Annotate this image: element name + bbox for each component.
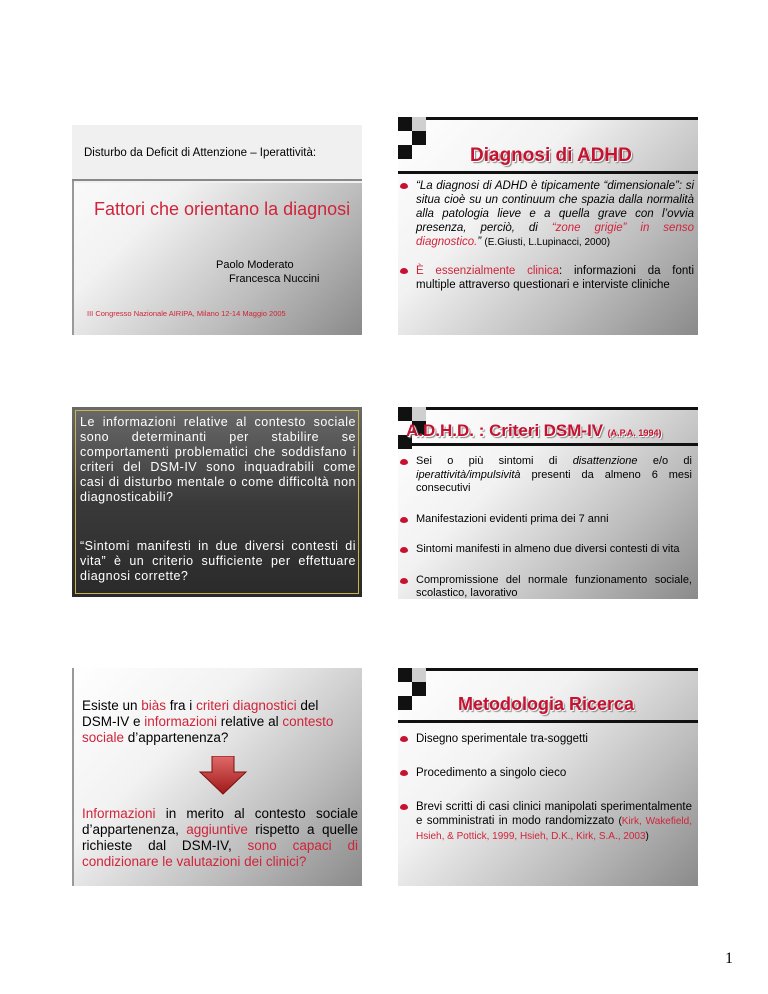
title-dsm: DSM-IV [543, 421, 604, 440]
corner-square [398, 145, 412, 159]
title-rule [398, 171, 698, 174]
bullet-list [400, 179, 694, 292]
red-text: aggiuntive [186, 822, 248, 837]
bullet-text: Manifestazioni evidenti prima dei 7 anni [416, 512, 609, 525]
text: rispetto a quelle richieste dal DSM-IV, [82, 822, 359, 853]
corner-square [398, 117, 412, 131]
slide-title: Diagnosi di ADHD [470, 145, 632, 166]
slide-top-bar [426, 668, 698, 671]
answer-text [82, 806, 358, 870]
author-2: Francesca Nuccini [229, 273, 320, 285]
bullet-text: e/o di [637, 455, 692, 467]
slide-5 [72, 668, 362, 886]
bullet-text: Sei o più sintomi di [416, 455, 573, 467]
red-text: criteri diagnostici [196, 698, 297, 713]
bullet-icon [400, 770, 408, 776]
bullet-item [400, 455, 692, 496]
red-text: contesto sociale [82, 714, 334, 745]
bullet-text: Sintomi manifesti in almeno due diversi contesti di vita [416, 543, 680, 555]
left-border [72, 181, 74, 335]
bullet-text: Brevi scritti di casi clinici manipolati sperimentalmente e somministrati in modo randomizzato [416, 801, 692, 827]
title-rule [398, 443, 698, 446]
citation-paren: ) [645, 831, 649, 842]
corner-square [412, 682, 426, 696]
slide-title: Metodologia Ricerca [458, 694, 635, 714]
bullet-text: presenti da almeno 6 mesi consecutivi [416, 468, 692, 494]
bullet-text: Procedimento a singolo cieco [416, 767, 567, 779]
bullet-item [400, 800, 692, 844]
bullet-icon [400, 183, 408, 189]
bullet-red-text: È essenzialmente clinica [416, 265, 560, 277]
bullet-icon [400, 578, 408, 584]
bullet-red-text: “zone grigie” in senso diagnostico. [416, 222, 694, 248]
bullet-text: : informazioni da fonti multiple attraverso questionari e interviste cliniche [416, 265, 694, 291]
slide-3 [72, 407, 362, 597]
text: relative al [217, 714, 283, 729]
title-rule [398, 720, 698, 723]
slide-title: Fattori che orientano la diagnosi [94, 199, 351, 219]
bullet-list [400, 455, 692, 599]
citation-paren: ( [618, 816, 622, 827]
corner-square [412, 131, 426, 145]
bullet-item [400, 513, 692, 527]
bullet-text: Disegno sperimentale tra-soggetti [416, 733, 588, 745]
red-text: biàs [141, 698, 167, 713]
question-text [82, 698, 352, 746]
author-1: Paolo Moderato [216, 259, 294, 271]
text: in merito al contesto sociale d’appartenenza, [82, 806, 358, 837]
bullet-item [400, 766, 692, 780]
page-number: 1 [725, 950, 733, 967]
slide-top-bar [426, 117, 698, 120]
slide-question: Le informazioni relative al contesto sociale sono determinanti per stabilire se comportamenti problematici che soddisfano i criteri del DSM-IV sono inquadrabili come casi di disturbo mentale o come difficoltà non diagnosticabili? [80, 415, 356, 504]
bullet-icon [400, 804, 408, 810]
slide-2 [398, 117, 698, 335]
title-citation: (A.P.A. 1994) [607, 428, 662, 438]
slide-6 [398, 668, 698, 886]
corner-square [398, 668, 412, 682]
slide-title [406, 421, 698, 441]
bullet-list [400, 732, 692, 844]
bullet-item [400, 264, 694, 292]
slide-footer: III Congresso Nazionale AIRIPA, Milano 12-14 Maggio 2005 [87, 309, 286, 318]
bullet-icon [400, 547, 408, 553]
bullet-text: “La diagnosi di ADHD è tipicamente “dimensionale”: si situa cioè su un continuum che spazia dalla normalità alla patologia lieve e a quella grave con l’ovvia presenza, perciò, di [416, 180, 694, 234]
bullet-text: ” [477, 236, 482, 248]
slide-1 [72, 117, 362, 335]
bullet-icon [400, 459, 408, 465]
slide-4 [398, 407, 698, 599]
bullet-citation: Kirk, Wakefield, Hsieh, & Pottick, 1999, Hsieh, D.K., Kirk, S.A., 2003 [416, 816, 692, 842]
corner-square [398, 407, 412, 421]
slide-top-bar [426, 407, 698, 410]
bullet-item [400, 543, 692, 557]
arrow-down-icon [198, 756, 248, 796]
bullet-text: Compromissione del normale funzionamento sociale, scolastico, lavorativo [416, 573, 692, 599]
text: Esiste un [82, 698, 142, 713]
text: fra i [166, 698, 197, 713]
red-text: Informazioni [82, 806, 156, 821]
header-underline [72, 179, 362, 181]
corner-square [412, 407, 426, 421]
bullet-citation: (E.Giusti, L.Lupinacci, 2000) [484, 237, 611, 248]
red-text: informazioni [144, 714, 218, 729]
bullet-item [400, 179, 694, 250]
bullet-icon [400, 517, 408, 523]
title-main: A.D.H.D. : Criteri [406, 421, 540, 440]
text: d’appartenenza? [124, 730, 229, 745]
corner-square [398, 696, 412, 710]
slide-header: Disturbo da Deficit di Attenzione – Iperattività: [84, 147, 317, 159]
bullet-item [400, 732, 692, 746]
text: del DSM-IV e [82, 698, 319, 729]
bullet-italic: disattenzione [572, 455, 638, 467]
red-text: sono capaci di condizionare le valutazioni dei clinici? [82, 838, 358, 869]
bullet-item [400, 574, 692, 600]
bullet-icon [400, 268, 408, 274]
bullet-icon [400, 736, 408, 742]
corner-square [412, 668, 426, 682]
slide-question: “Sintomi manifesti in due diversi contesti di vita” è un criterio sufficiente per effettuare diagnosi corrette? [80, 539, 356, 583]
corner-square [412, 117, 426, 131]
bullet-italic: iperattività/impulsività [416, 468, 521, 481]
